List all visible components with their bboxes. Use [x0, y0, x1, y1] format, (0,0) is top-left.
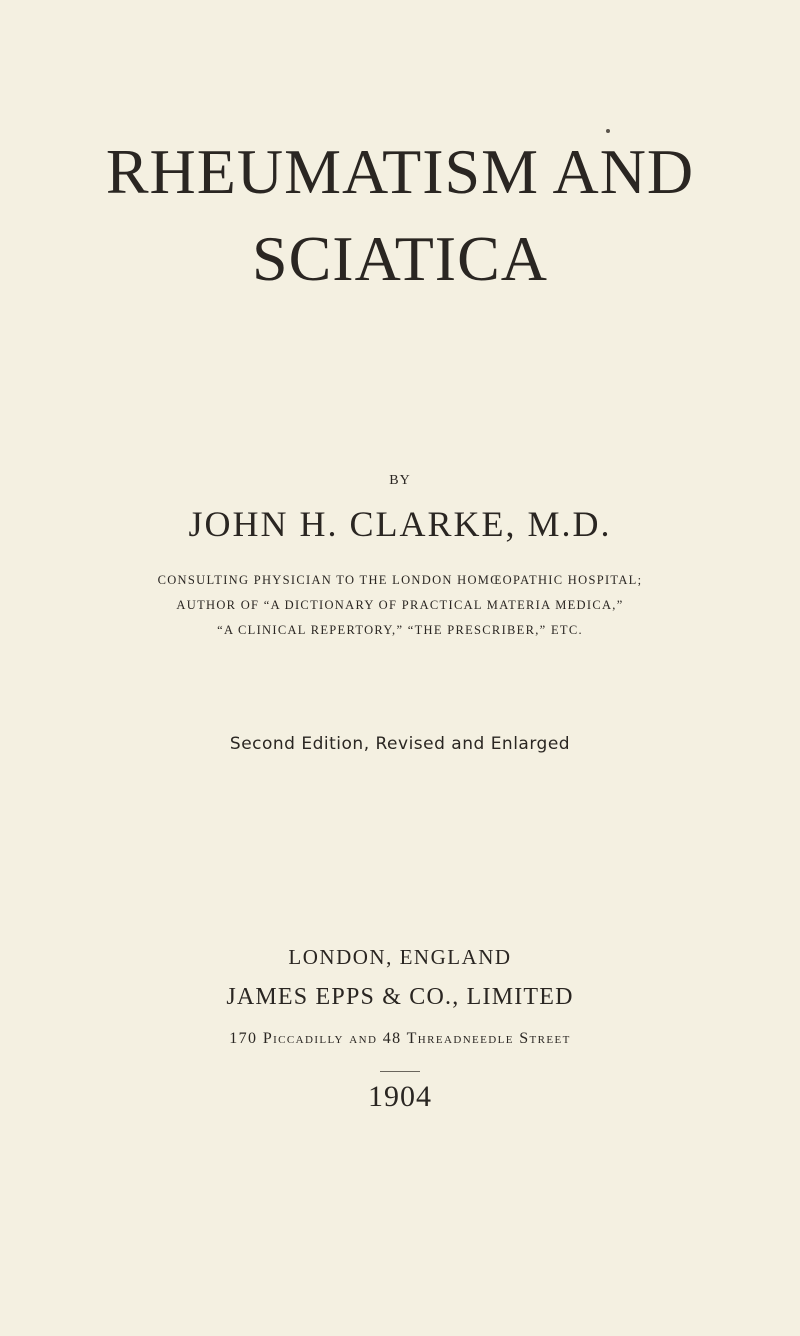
author-credential-3: “A CLINICAL REPERTORY,” “THE PRESCRIBER,” ETC. — [217, 623, 583, 637]
imprint-publisher: JAMES EPPS & CO., LIMITED — [226, 984, 574, 1010]
imprint-address: 170 Piccadilly and 48 Threadneedle Street — [229, 1030, 571, 1047]
byline: BY — [389, 473, 411, 488]
imprint-place: LONDON, ENGLAND — [288, 945, 512, 969]
book-title-line-1: RHEUMATISM AND — [105, 136, 695, 207]
author-credential-1: CONSULTING PHYSICIAN TO THE LONDON HOMŒOPATHIC HOSPITAL; — [157, 573, 643, 587]
author-credential-2: AUTHOR OF “A DICTIONARY OF PRACTICAL MATERIA MEDICA,” — [176, 598, 624, 612]
publication-year: 1904 — [368, 1080, 432, 1113]
book-title-line-2: SCIATICA — [251, 223, 549, 294]
author-name: JOHN H. CLARKE, M.D. — [188, 504, 612, 544]
divider-rule — [380, 1071, 420, 1072]
edition-statement: Second Edition, Revised and Enlarged — [229, 734, 571, 754]
ink-speck — [606, 129, 610, 133]
